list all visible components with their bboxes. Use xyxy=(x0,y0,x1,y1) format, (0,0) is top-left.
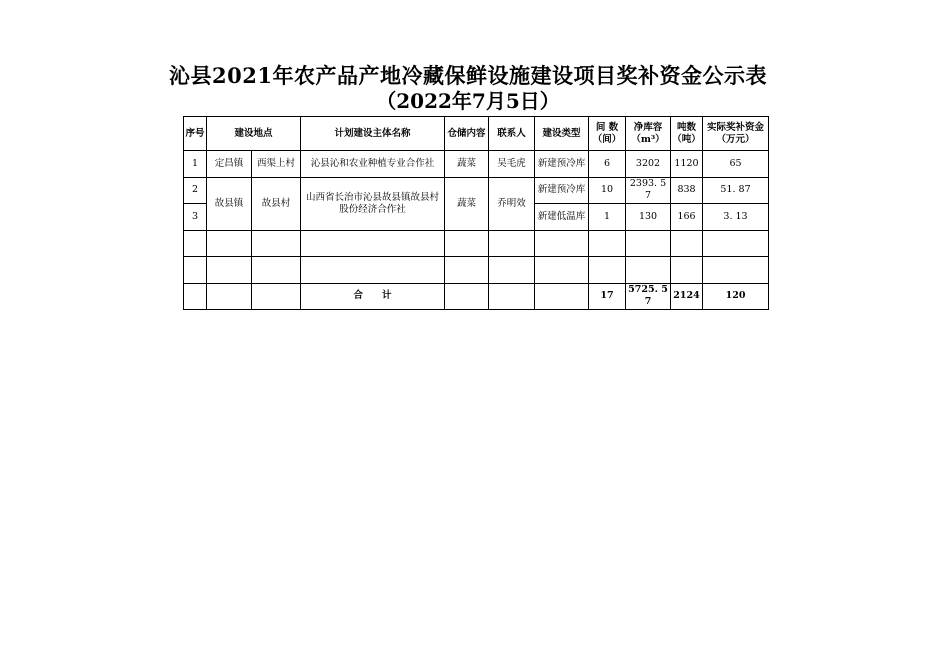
document-date: （2022年7月5日） xyxy=(376,89,560,113)
total-row xyxy=(184,283,769,310)
header-tons: 吨数（吨） xyxy=(671,117,703,151)
table-row xyxy=(184,151,769,178)
cell-contact: 乔明效 xyxy=(489,177,535,230)
header-type: 建设类型 xyxy=(535,117,589,151)
cell-entity: 沁县沁和农业种植专业合作社 xyxy=(301,151,445,178)
cell-storage: 蔬菜 xyxy=(445,151,489,178)
table-row xyxy=(184,177,769,204)
cell-type: 新建低温库 xyxy=(535,204,589,231)
cell-entity: 山西省长治市沁县故县镇故县村股份经济合作社 xyxy=(301,177,445,230)
cell-subsidy: 3. 13 xyxy=(703,204,769,231)
header-rooms: 间 数（间） xyxy=(589,117,626,151)
cell-village: 西渠上村 xyxy=(252,151,301,178)
cell-tons: 166 xyxy=(671,204,703,231)
cell-type: 新建预冷库 xyxy=(535,151,589,178)
subsidy-table xyxy=(183,116,769,310)
total-tons: 2124 xyxy=(671,283,703,310)
cell-town: 故县镇 xyxy=(207,177,252,230)
document-title: 沁县2021年农产品产地冷藏保鲜设施建设项目奖补资金公示表 xyxy=(169,63,767,88)
total-rooms: 17 xyxy=(589,283,626,310)
header-subsidy: 实际奖补资金（万元） xyxy=(703,117,769,151)
cell-tons: 1120 xyxy=(671,151,703,178)
cell-seq: 2 xyxy=(184,177,207,204)
cell-subsidy: 65 xyxy=(703,151,769,178)
header-entity: 计划建设主体名称 xyxy=(301,117,445,151)
cell-seq: 3 xyxy=(184,204,207,231)
cell-storage: 蔬菜 xyxy=(445,177,489,230)
total-subsidy: 120 xyxy=(703,283,769,310)
cell-town: 定昌镇 xyxy=(207,151,252,178)
header-storage: 仓储内容 xyxy=(445,117,489,151)
cell-subsidy: 51. 87 xyxy=(703,177,769,204)
cell-rooms: 10 xyxy=(589,177,626,204)
total-label: 合 计 xyxy=(301,283,445,310)
header-capacity: 净库容（m³） xyxy=(626,117,671,151)
cell-capacity: 130 xyxy=(626,204,671,231)
cell-rooms: 6 xyxy=(589,151,626,178)
header-seq: 序号 xyxy=(184,117,207,151)
header-location: 建设地点 xyxy=(207,117,301,151)
cell-tons: 838 xyxy=(671,177,703,204)
total-capacity: 5725. 57 xyxy=(626,283,671,310)
empty-row xyxy=(184,257,769,284)
cell-capacity: 3202 xyxy=(626,151,671,178)
cell-seq: 1 xyxy=(184,151,207,178)
cell-capacity: 2393. 57 xyxy=(626,177,671,204)
header-contact: 联系人 xyxy=(489,117,535,151)
cell-rooms: 1 xyxy=(589,204,626,231)
empty-row xyxy=(184,230,769,257)
header-row xyxy=(184,117,769,151)
cell-contact: 吴毛虎 xyxy=(489,151,535,178)
cell-village: 故县村 xyxy=(252,177,301,230)
cell-type: 新建预冷库 xyxy=(535,177,589,204)
